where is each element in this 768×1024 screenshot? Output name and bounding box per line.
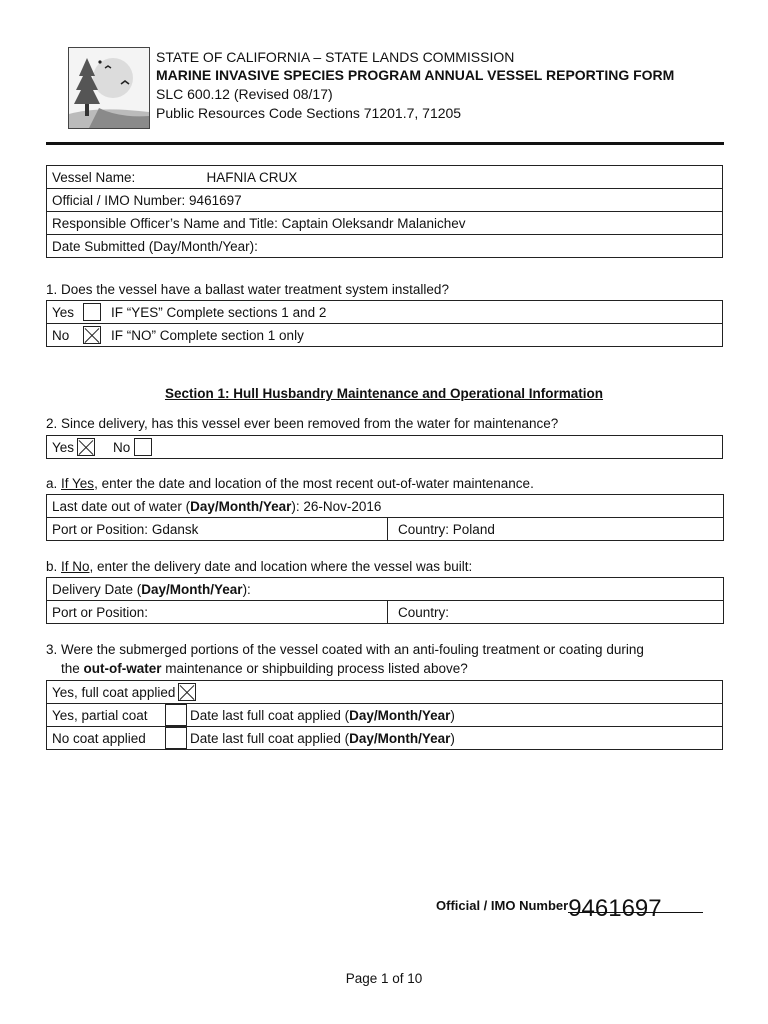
q1-yes-instruction: IF “YES” Complete sections 1 and 2 <box>111 304 327 320</box>
q2-yes-checkbox[interactable] <box>77 438 95 456</box>
q2-yes-label: Yes <box>52 439 75 455</box>
qa-country-label: Country: <box>398 521 450 537</box>
qb-delivery-label-bold: Day/Month/Year <box>141 581 243 597</box>
officer-row <box>47 212 723 235</box>
q3-none-date-post: ) <box>450 730 455 746</box>
q3-none-row <box>47 727 723 750</box>
qb-if-no: If No <box>61 559 90 574</box>
qb-port-row <box>47 601 724 624</box>
last-date-out-of-water-field[interactable]: 26-Nov-2016 <box>303 498 382 514</box>
question-b-text <box>46 559 472 574</box>
header-divider <box>46 142 724 145</box>
question-2-text: 2. Since delivery, has this vessel ever been removed from the water for maintenance? <box>46 416 559 431</box>
qa-prefix: a. <box>46 476 62 491</box>
qa-rest: , enter the date and location of the most recent out-of-water maintenance. <box>94 476 534 491</box>
q3-none-label: No coat applied <box>52 730 146 746</box>
tree-landscape-icon <box>69 48 149 128</box>
vessel-info-table <box>46 165 723 258</box>
q3-none-date-label <box>190 731 455 746</box>
vessel-name-field[interactable]: HAFNIA CRUX <box>206 169 298 185</box>
q3-partial-label: Yes, partial coat <box>52 707 148 723</box>
footer-imo <box>436 895 703 922</box>
date-submitted-row <box>47 235 723 258</box>
q1-yes-label: Yes <box>52 304 75 320</box>
commission-seal-logo <box>68 47 150 129</box>
q3-partial-checkbox[interactable] <box>165 704 187 726</box>
question-3-line1: 3. Were the submerged portions of the vessel coated with an anti-fouling treatment or coating during <box>46 642 644 657</box>
qa-port-label: Port or Position: <box>52 521 149 537</box>
qa-date-label-bold: Day/Month/Year <box>190 498 292 514</box>
page-number: Page 1 of 10 <box>345 971 423 986</box>
vessel-name-label: Vessel Name: <box>52 169 136 185</box>
q3-line2-bold: out-of-water <box>83 661 162 676</box>
qb-delivery-label-post: ): <box>242 581 251 597</box>
qb-delivery-row <box>47 578 724 601</box>
vessel-name-row <box>47 166 723 189</box>
qa-if-yes: If Yes <box>61 476 95 491</box>
q3-line2-pre: the <box>61 661 84 676</box>
qa-port-row <box>47 518 724 541</box>
q3-partial-date-pre: Date last full coat applied ( <box>190 707 350 723</box>
q3-partial-row <box>47 704 723 727</box>
q1-no-row <box>47 324 723 347</box>
q3-none-date-pre: Date last full coat applied ( <box>190 730 350 746</box>
form-title: MARINE INVASIVE SPECIES PROGRAM ANNUAL VESSEL REPORTING FORM <box>156 67 675 83</box>
officer-label: Responsible Officer’s Name and Title: <box>52 215 278 231</box>
q1-no-instruction: IF “NO” Complete section 1 only <box>111 327 304 343</box>
qa-country-field[interactable]: Poland <box>452 521 495 537</box>
q3-none-date-bold: Day/Month/Year <box>349 730 451 746</box>
imo-row <box>47 189 723 212</box>
agency-name: STATE OF CALIFORNIA – STATE LANDS COMMISSION <box>156 49 515 65</box>
code-reference: Public Resources Code Sections 71201.7, 71205 <box>156 105 462 121</box>
imo-field[interactable]: 9461697 <box>189 192 242 208</box>
date-submitted-label: Date Submitted (Day/Month/Year): <box>52 238 258 254</box>
q2-no-label: No <box>113 439 131 455</box>
q3-partial-date-bold: Day/Month/Year <box>349 707 451 723</box>
qa-date-row <box>47 495 724 518</box>
q1-yes-checkbox[interactable] <box>83 303 101 321</box>
q3-partial-date-post: ) <box>450 707 455 723</box>
question-b-table <box>46 577 724 624</box>
question-2-table <box>46 435 723 459</box>
q1-yes-row <box>47 301 723 324</box>
officer-field[interactable]: Captain Oleksandr Malanichev <box>281 215 466 231</box>
q1-no-label: No <box>52 327 70 343</box>
question-1-table <box>46 300 723 347</box>
q3-full-label: Yes, full coat applied <box>52 684 176 700</box>
qa-date-label-pre: Last date out of water ( <box>52 498 191 514</box>
question-3-table <box>46 680 723 750</box>
question-a-table <box>46 494 724 541</box>
q3-line2-post: maintenance or shipbuilding process listed above? <box>161 661 468 676</box>
qb-delivery-label-pre: Delivery Date ( <box>52 581 142 597</box>
q3-none-checkbox[interactable] <box>165 727 187 749</box>
q3-partial-date-label <box>190 708 455 723</box>
question-a-text <box>46 476 534 491</box>
q3-full-checkbox[interactable] <box>178 683 196 701</box>
q2-no-checkbox[interactable] <box>134 438 152 456</box>
q2-row <box>47 436 723 459</box>
footer-imo-value[interactable]: 9461697 <box>568 895 662 922</box>
qb-rest: , enter the delivery date and location where the vessel was built: <box>89 559 473 574</box>
imo-label: Official / IMO Number: <box>52 192 186 208</box>
form-number: SLC 600.12 (Revised 08/17) <box>156 86 333 102</box>
qa-port-field[interactable]: Gdansk <box>151 521 199 537</box>
footer-imo-label: Official / IMO Number <box>436 898 569 913</box>
qb-port-label: Port or Position: <box>52 604 149 620</box>
q1-no-checkbox[interactable] <box>83 326 101 344</box>
qb-country-label: Country: <box>398 604 450 620</box>
section-1-title: Section 1: Hull Husbandry Maintenance and Operational Information <box>164 386 604 401</box>
q3-full-row <box>47 681 723 704</box>
question-3-line2 <box>61 661 468 676</box>
question-1-text: 1. Does the vessel have a ballast water treatment system installed? <box>46 282 449 297</box>
qb-prefix: b. <box>46 559 62 574</box>
footer-imo-line <box>568 895 703 922</box>
qa-date-label-post: ): <box>291 498 300 514</box>
